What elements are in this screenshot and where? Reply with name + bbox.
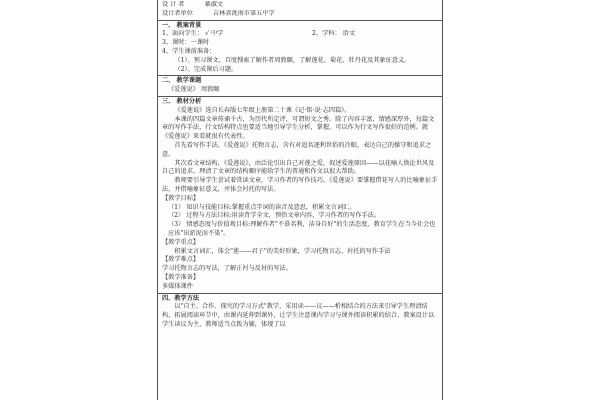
topic-value: 《爱莲说》 周敦颐 xyxy=(168,86,220,94)
section-title: 四、教学方法 xyxy=(162,294,200,302)
section-analysis xyxy=(158,97,442,294)
difficulties-text: 学习托物言志的写法，了解正衬与反衬的写法。 xyxy=(162,265,292,273)
section-background xyxy=(158,21,442,77)
audience-label: 1、面向学生： xyxy=(162,30,204,38)
preparation-title: 【教学准备】 xyxy=(162,273,200,281)
lesson-plan-sheet xyxy=(157,0,443,400)
designer-label: 设 计 者 xyxy=(162,1,185,8)
analysis-paragraph: 《爱莲说》选自长春版七年级上册第二十课《记·铭·说·志四篇》。 xyxy=(174,106,351,114)
unit-label: 设计者单位 xyxy=(162,9,193,17)
prep-item-2: （2）、完成课后习题。 xyxy=(174,65,238,73)
section-title: 三、 教材分析 xyxy=(162,97,202,105)
analysis-paragraph: 本课的四篇文章传诵千古，为历代所定评，可谓短文之秀。除了内容丰富，情感深厚外，每篇文章的写作手法，行文结构特点也要适当地引导学生分析，掌握，可以作为行文写作很好的范例。就《爱莲说》来看就很有代表性。 xyxy=(162,115,435,141)
objective-item: （1） 知识与技能目标:掌握重点字词的读音及意思，积累文言词汇。 xyxy=(168,203,356,211)
key-points-title: 【教学重点】 xyxy=(162,238,200,246)
difficulties-title: 【教学难点】 xyxy=(162,256,200,264)
unit-name: 吉林省洮南市第五中学 xyxy=(212,9,275,17)
subject-label: 2、学科： xyxy=(312,30,341,38)
section-title: 一、 教案背景 xyxy=(162,21,202,29)
section-method xyxy=(158,294,442,331)
analysis-paragraph: 首先看写作手法，《爱莲说》托物言志，含有对追名逐利世俗的冷眼，表达自己的操守和追求之意。 xyxy=(162,141,432,158)
method-paragraph: 以"自主、合作、探究的学习方式"教学，采用读——议——析相结合的方法来引导学生理清结构，拓展阅读环节中，由课内延伸到课外，让学生注意课内学习与课外阅读积累的结合，教案设计以学生读议为主，教师适当点拨为辅，体现了以 xyxy=(162,303,435,328)
objective-item: （2） 过程与方法目标:用读背学全文，预悟文章内容，学习作者的写作手法。 xyxy=(168,212,381,220)
preparation-text: 多媒体课件 xyxy=(162,282,193,290)
analysis-paragraph: 教师要引导学生尝试着赏读文章，学习作者的写作技巧。《爱莲说》要掌握借花写人的比喻象征手法，并借喻象征意义，并体会衬托的写法。 xyxy=(162,177,438,193)
prep-title: 4、学生课前准备： xyxy=(162,47,216,55)
prep-item-1: （1）、预习课文，百度搜索了解作者周敦颐，了解莲花、菊花、牡丹花及其象征意义。 xyxy=(174,56,411,64)
section-topic xyxy=(158,76,442,97)
designer-info xyxy=(158,0,442,21)
audience-value: √ 中学 xyxy=(205,30,224,38)
subject-value: 语文 xyxy=(342,30,356,38)
key-points-text: 积累文言词汇，体会"莲——君子"的美好形象，学习托物言志、衬托的写作手法 xyxy=(174,247,391,255)
analysis-paragraph: 其次看文章结构，《爱莲说》，由泛论引出自己对莲之爱，叙述爱莲原因——以花喻人焕论世风及自己的追求。理清了文章的结构顺序能给学生的普通和作文以很大帮助。 xyxy=(162,159,435,176)
section-title: 二、 教学课题 xyxy=(162,77,202,85)
designer-name: 綦淑文 xyxy=(204,1,223,8)
objective-item: （3） 情感态度与价值观目标:理解作者"不慕名利，洁身自好"的生活态度，教育学生在当今社会也应该"出淤泥而不染"。 xyxy=(168,221,436,237)
objectives-title: 【教学目标】 xyxy=(162,194,200,202)
hours-text: 3、课时：一课时 xyxy=(162,39,210,47)
